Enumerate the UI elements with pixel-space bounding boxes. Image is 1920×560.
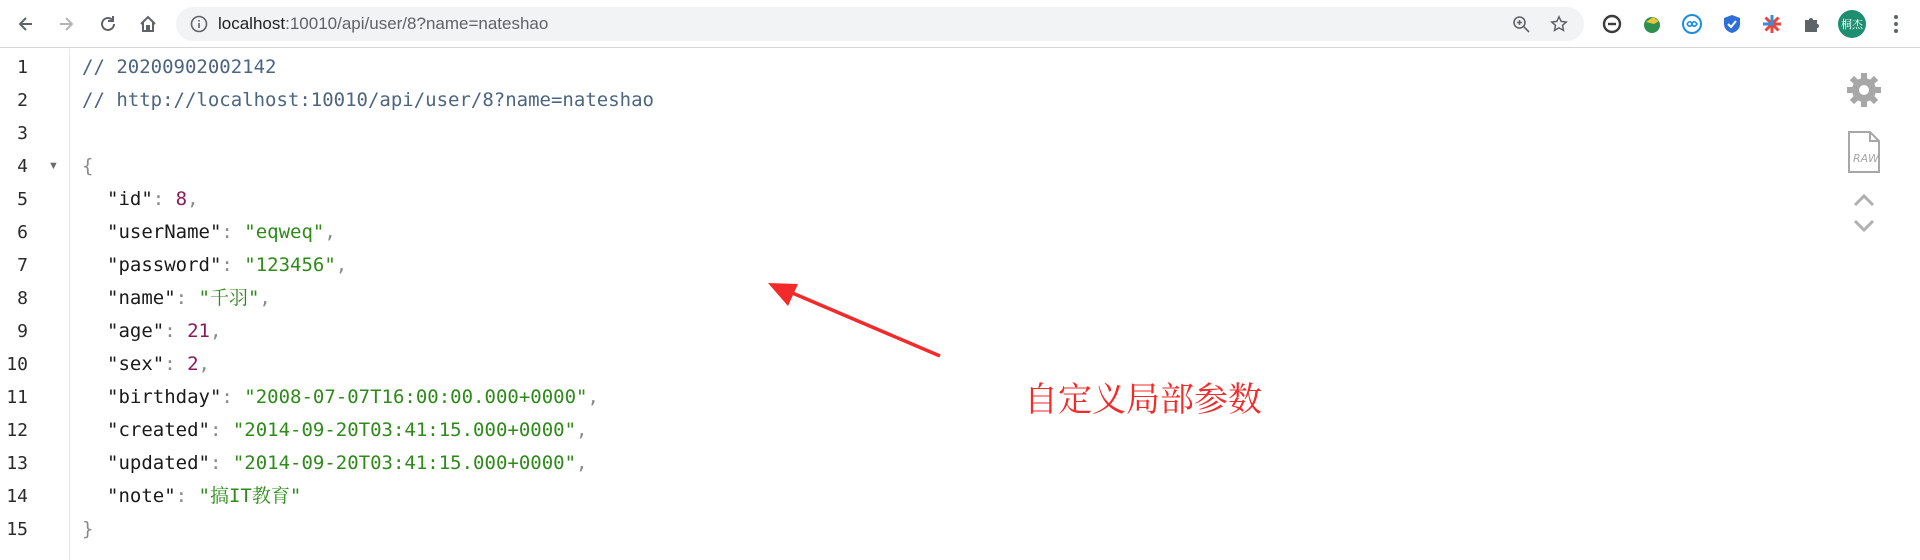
raw-view-button[interactable] (1846, 130, 1882, 174)
extension-infinity-icon[interactable] (1680, 12, 1704, 36)
zoom-icon[interactable] (1512, 15, 1530, 33)
json-value: 21 (187, 320, 210, 342)
extension-globe-icon[interactable] (1640, 12, 1664, 36)
line-number: 13 (6, 453, 28, 474)
comma: , (259, 287, 271, 309)
url-text[interactable] (218, 15, 548, 33)
line-number: 3 (17, 123, 28, 144)
json-field-row (107, 480, 301, 513)
comma: , (324, 221, 336, 243)
json-key: "name" (107, 287, 176, 309)
forward-button[interactable] (50, 8, 82, 40)
json-value: 2 (187, 353, 199, 375)
reload-icon (98, 14, 118, 34)
chevron-up-icon[interactable] (1852, 192, 1876, 208)
comma: , (209, 320, 222, 342)
json-key: "userName" (107, 221, 222, 243)
json-field-row (107, 381, 599, 414)
line-number: 11 (6, 387, 28, 408)
colon: : (221, 254, 245, 276)
line-number: 10 (6, 354, 28, 375)
bookmark-star-icon[interactable] (1550, 15, 1568, 33)
json-key: "birthday" (107, 386, 222, 408)
json-field-row (107, 282, 271, 315)
json-value: "2014-09-20T03:41:15.000+0000" (232, 452, 577, 474)
json-value: "千羽" (198, 287, 260, 309)
annotation-arrow (760, 280, 960, 360)
site-info-icon[interactable] (190, 15, 208, 33)
colon: : (209, 419, 233, 441)
colon: : (209, 452, 233, 474)
comma: , (187, 188, 199, 210)
json-field-row (107, 447, 587, 480)
json-key: "age" (107, 320, 165, 342)
line-number: 2 (17, 90, 28, 111)
url-host: localhost (218, 14, 286, 33)
json-key: "updated" (107, 452, 210, 474)
json-field-row (107, 249, 347, 282)
extensions-puzzle-icon[interactable] (1800, 12, 1824, 36)
line-number-gutter (0, 49, 70, 560)
line-number: 4 (17, 156, 28, 177)
json-key: "created" (107, 419, 210, 441)
comma: , (576, 452, 588, 474)
back-button[interactable] (10, 8, 42, 40)
json-key: "id" (107, 188, 153, 210)
extension-sync-icon[interactable] (1600, 12, 1624, 36)
fold-toggle-icon[interactable]: ▼ (48, 160, 59, 172)
line-number: 6 (17, 222, 28, 243)
json-value: 8 (175, 188, 188, 210)
comment-url: // http://localhost:10010/api/user/8?name=nateshao (82, 89, 654, 111)
extension-shield-icon[interactable] (1720, 12, 1744, 36)
line-number: 1 (17, 57, 28, 78)
colon: : (221, 221, 245, 243)
line-number: 14 (6, 486, 28, 507)
extension-star-icon[interactable] (1760, 12, 1784, 36)
home-button[interactable] (132, 8, 164, 40)
comma: , (587, 386, 599, 408)
comma: , (335, 254, 348, 276)
home-icon (138, 14, 158, 34)
json-value: "123456" (244, 254, 336, 276)
browser-toolbar (0, 0, 1920, 48)
colon: : (175, 485, 199, 507)
line-number: 9 (17, 321, 28, 342)
raw-label: RAW (1853, 152, 1879, 165)
line-number: 12 (6, 420, 28, 441)
close-brace: } (82, 518, 94, 540)
back-arrow-icon (16, 14, 36, 34)
json-value: "2008-07-07T16:00:00.000+0000" (244, 386, 588, 408)
comment-timestamp: // 20200902002142 (82, 56, 277, 78)
forward-arrow-icon (56, 14, 76, 34)
json-value: "2014-09-20T03:41:15.000+0000" (232, 419, 577, 441)
annotation-label: 自定义局部参数 (1024, 380, 1262, 420)
menu-dots-icon[interactable] (1884, 12, 1908, 36)
line-number: 15 (6, 519, 28, 540)
json-field-row (107, 348, 210, 381)
colon: : (221, 386, 245, 408)
open-brace: { (82, 155, 94, 177)
comma: , (576, 419, 588, 441)
line-number: 8 (17, 288, 28, 309)
line-number: 5 (17, 189, 28, 210)
comma: , (198, 353, 210, 375)
json-field-row (107, 216, 336, 249)
address-bar[interactable] (176, 7, 1584, 41)
json-key: "password" (107, 254, 222, 276)
json-value: "eqweq" (244, 221, 325, 243)
json-value: "搞IT教育" (198, 485, 302, 507)
colon: : (164, 353, 188, 375)
url-path: :10010/api/user/8?name=nateshao (285, 14, 549, 33)
line-number: 7 (17, 255, 28, 276)
profile-avatar[interactable]: 桐杰 (1838, 10, 1866, 38)
json-field-row (107, 414, 587, 447)
gear-icon[interactable] (1844, 70, 1884, 110)
json-field-row (107, 183, 199, 216)
chevron-down-icon[interactable] (1852, 218, 1876, 234)
colon: : (164, 320, 188, 342)
colon: : (152, 188, 176, 210)
json-key: "sex" (107, 353, 165, 375)
json-field-row (107, 315, 221, 348)
json-key: "note" (107, 485, 176, 507)
colon: : (175, 287, 199, 309)
reload-button[interactable] (92, 8, 124, 40)
